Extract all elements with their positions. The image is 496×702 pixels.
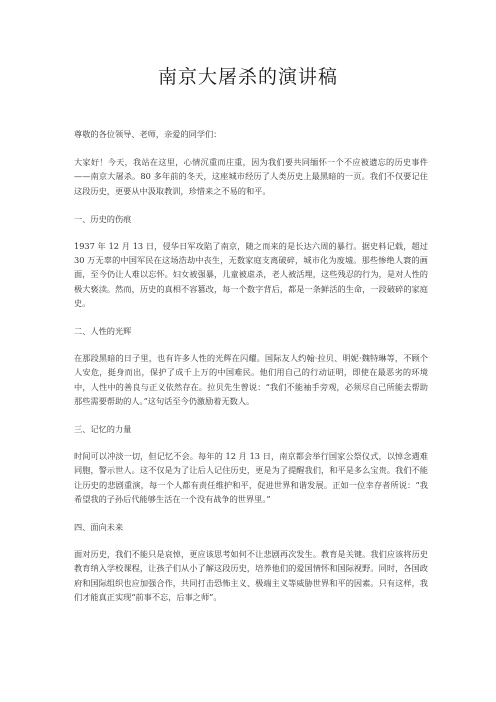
section-text-humanity: 在那段黑暗的日子里，也有许多人性的光辉在闪耀。国际友人约翰·拉贝、明妮·魏特琳等，不顾个人安危，挺身而出，保护了成千上万的中国难民。他们用自己的行动证明，即使在最恶劣的环境中，人性中的善良与正义依然存在。拉贝先生曾说：“我们不能袖手旁观，必须尽自己所能去帮助那些需要帮助的人。”这句话至今仍激励着无数人。 xyxy=(74,353,428,406)
greeting-paragraph: 尊敬的各位领导、老师，亲爱的同学们： xyxy=(74,129,222,139)
section-heading-memory: 三、记忆的力量 xyxy=(74,424,132,435)
section-text-future: 面对历史，我们不能只是哀悼，更应该思考如何不让悲剧再次发生。教育是关键。我们应该将历史教育纳入学校课程，让孩子们从小了解这段历史，培养他们的爱国情怀和国际视野。同时，各国政府和国际组织也应加强合作，共同打击恐怖主义、极端主义等威胁世界和平的因素。只有这样，我们才能真正实现“前事不忘，后事之师”。 xyxy=(74,549,428,602)
intro-paragraph: 大家好！今天，我站在这里，心情沉重而庄重，因为我们要共同缅怀一个不应被遗忘的历史事件——南京大屠杀。80 多年前的冬天，这座城市经历了人类历史上最黑暗的一页。我们不仅要记住这段历史，更要从中汲取教训，珍惜来之不易的和平。 xyxy=(74,157,428,196)
section-heading-history: 一、历史的伤痕 xyxy=(74,213,132,224)
document-title: 南京大屠杀的演讲稿 xyxy=(157,66,338,88)
section-heading-humanity: 二、人性的光辉 xyxy=(74,326,132,337)
document-body xyxy=(74,127,428,618)
section-heading-future: 四、面向未来 xyxy=(74,522,124,533)
section-text-history: 1937 年 12 月 13 日，侵华日军攻陷了南京，随之而来的是长达六周的暴行。据史料记载，超过 30 万无辜的中国军民在这场浩劫中丧生，无数家庭支离破碎，城市化为废墟。那些惨绝人寰的画面，至今仍让人难以忘怀。妇女被强暴，儿童被虐杀，老人被活埋，这些残忍的行为，是对人性的极大亵渎。然而，历史的真相不容篡改，每一个数字背后，都是一条鲜活的生命，一段破碎的家庭史。 xyxy=(74,241,428,308)
section-text-memory: 时间可以冲淡一切，但记忆不会。每年的 12 月 13 日，南京都会举行国家公祭仪式，以悼念遇难同胞，警示世人。这不仅是为了让后人记住历史，更是为了提醒我们，和平是多么宝贵。我们不能让历史的悲剧重演，每一个人都有责任维护和平，促进世界和谐发展。正如一位幸存者所说：“我希望我的子孙后代能够生活在一个没有战争的世界里。” xyxy=(74,451,428,504)
